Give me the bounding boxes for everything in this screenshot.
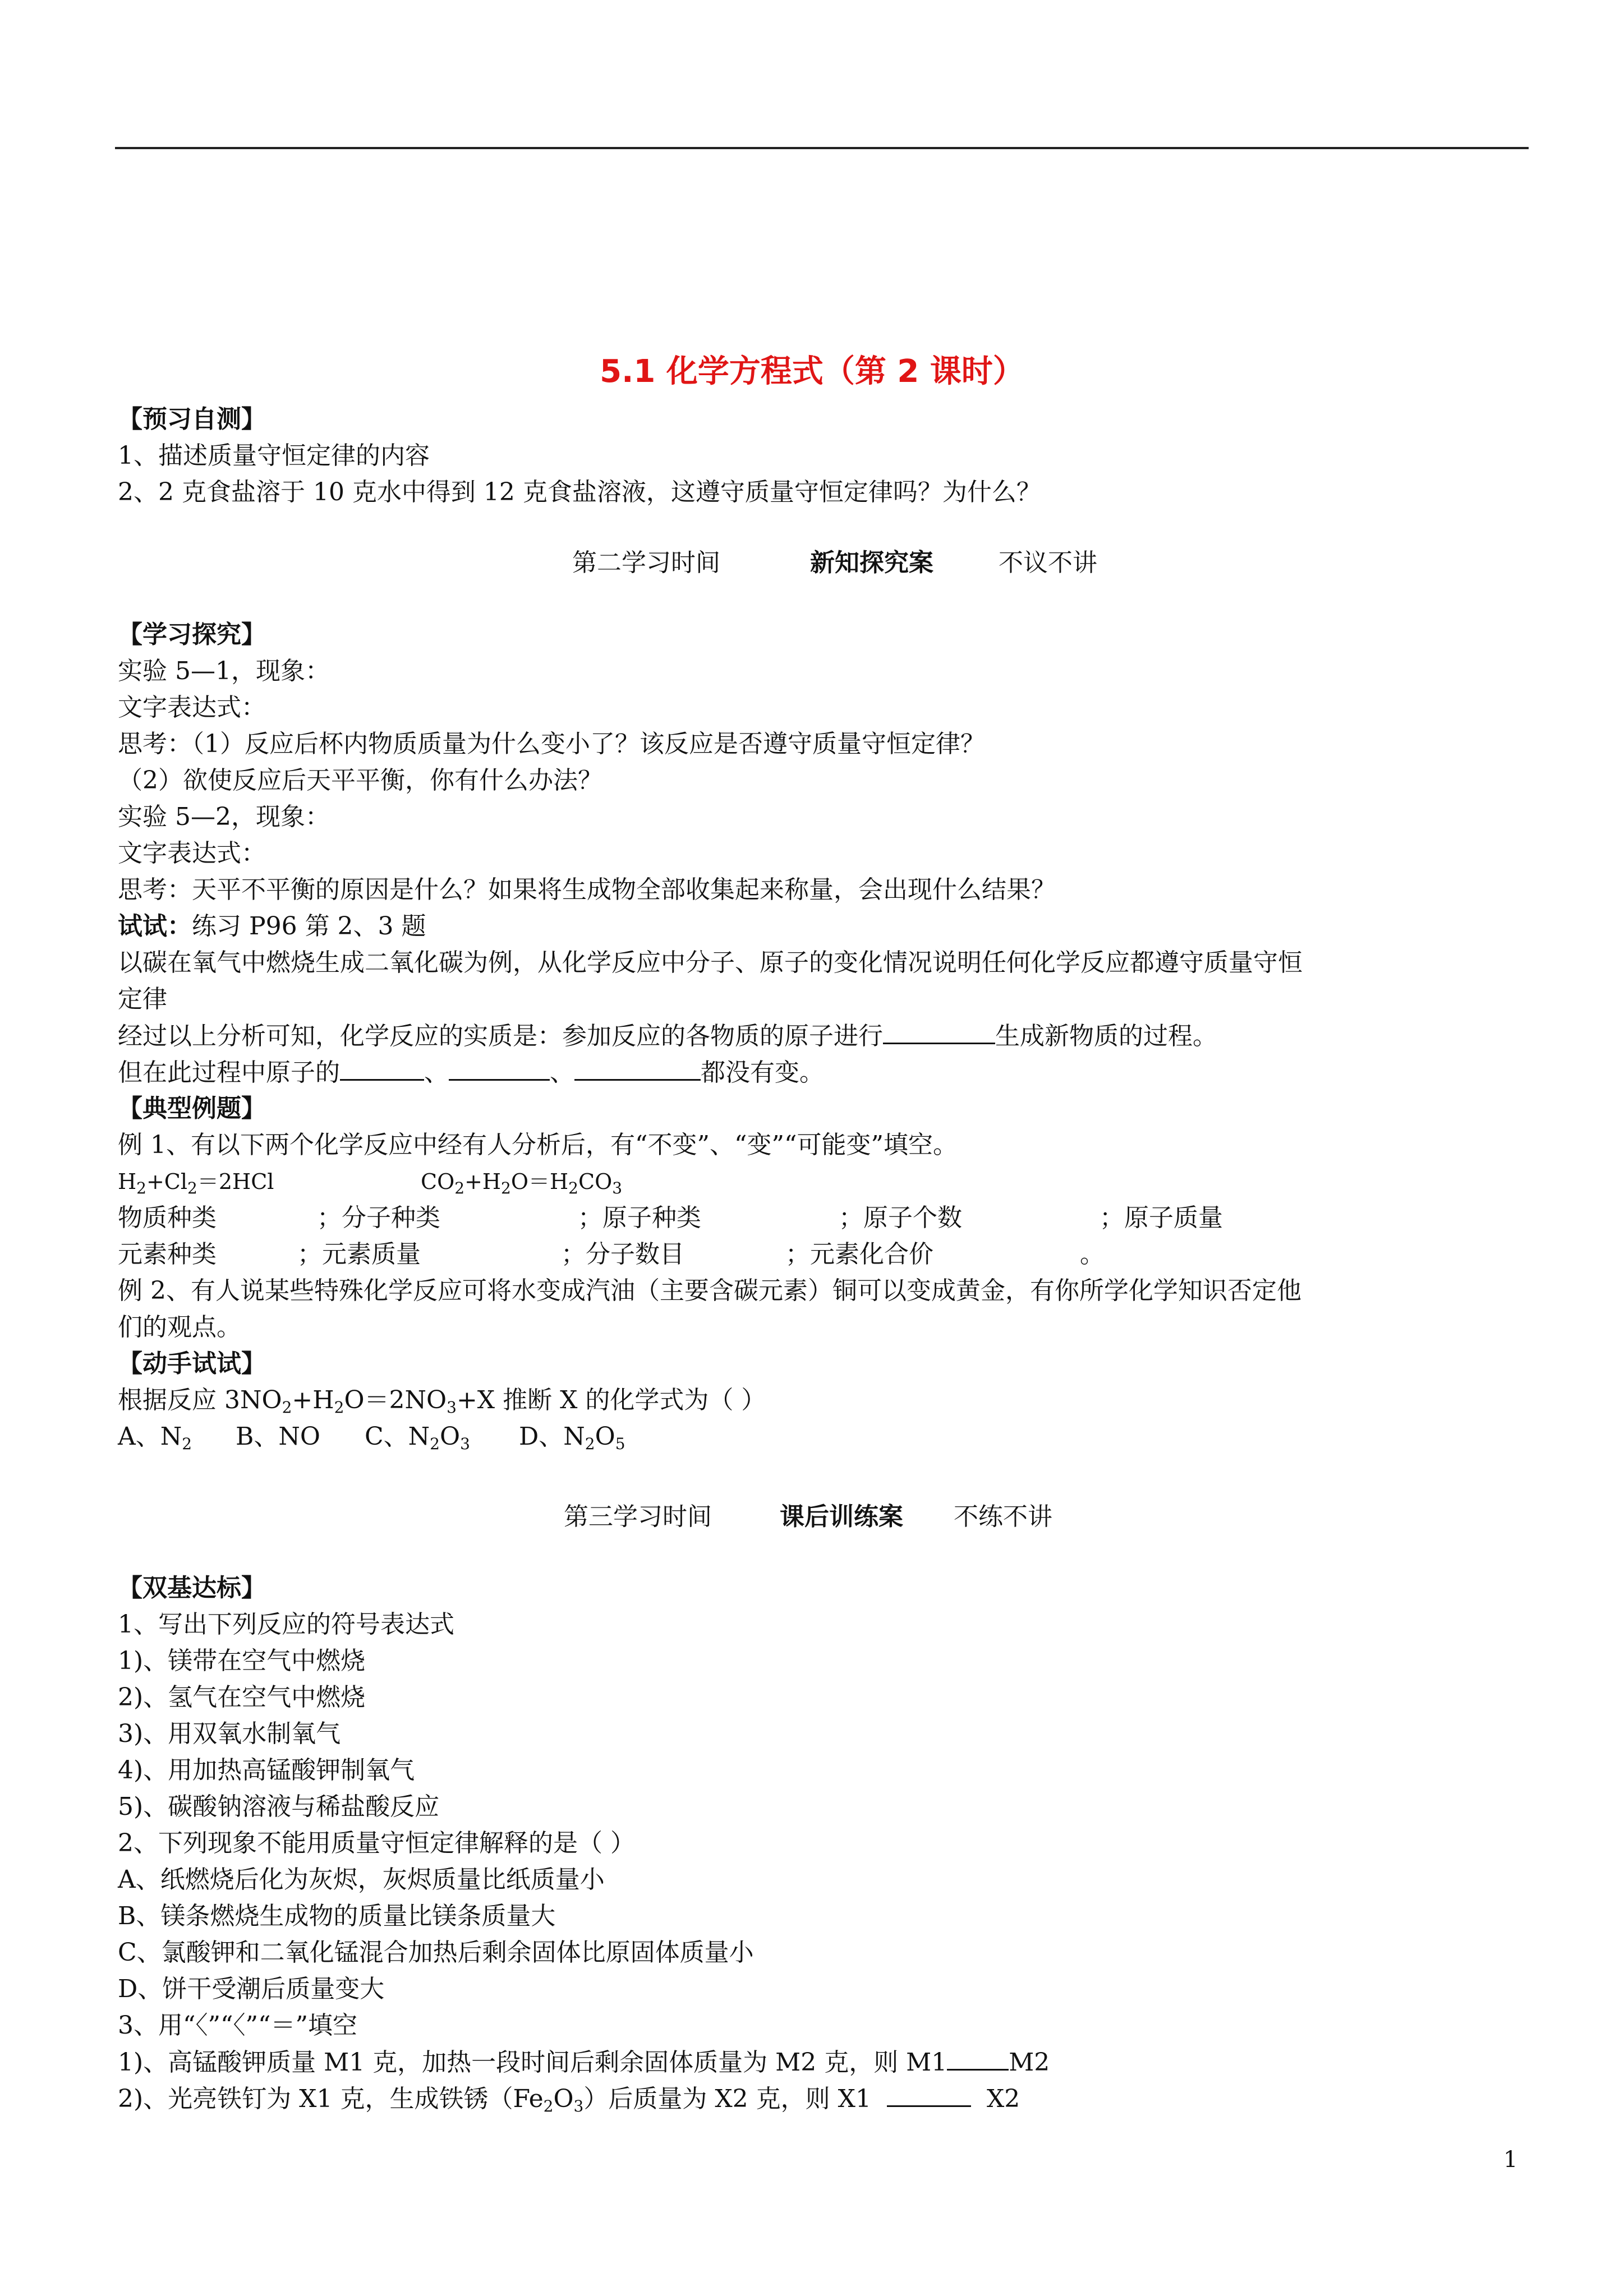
try-text: 练习 P96 第 2、3 题 [192, 912, 426, 940]
preview-q2: 2、2 克食盐溶于 10 克水中得到 12 克食盐溶液，这遵守质量守恒定律吗？为什么？ [118, 478, 1041, 506]
drill-sub: 1)、镁带在空气中燃烧 [118, 1647, 366, 1675]
fill-text: 都没有变。 [701, 1058, 824, 1087]
explore-line: 实验 5—2，现象： [118, 803, 330, 831]
equation-1: $H_2+Cl_2=2HCl$ [118, 1169, 274, 1197]
drill-q3: 3、用“〈”“〈”“＝”填空 [118, 2011, 357, 2040]
drill-q1: 1、写出下列反应的符号表达式 [118, 1610, 454, 1639]
drill-t1: 1)、高锰酸钾质量 M1 克，加热一段时间后剩余固体质量为 M2 克，则 M1 M2 [118, 2045, 1050, 2080]
session2-title: 新知探究案 [810, 548, 933, 577]
page-number: 1 [1503, 2147, 1518, 2173]
drill-option-a: A、纸燃烧后化为灰烬，灰烬质量比纸质量小 [118, 1865, 605, 1894]
option-c[interactable]: C、$N_2O_3$ [365, 1422, 470, 1453]
example-2: 例 2、有人说某些特殊化学反应可将水变成汽油（主要含碳元素）铜可以变成黄金，有你所学化学知识否定他 [118, 1276, 1301, 1305]
fill-blank[interactable] [883, 1019, 995, 1044]
session3-note: 不练不讲 [954, 1502, 1052, 1531]
explore-fill-line [118, 1055, 824, 1090]
fill-text: 生成新物质的过程。 [995, 1022, 1217, 1050]
fill-blank[interactable] [887, 2082, 971, 2107]
fill-text: 、 [550, 1058, 574, 1087]
explore-line: 思考：天平不平衡的原因是什么？如果将生成物全部收集起来称量，会出现什么结果？ [118, 875, 1056, 904]
explore-line: 实验 5—1，现象： [118, 657, 330, 685]
fill-blank[interactable] [449, 1055, 550, 1081]
practice-heading: 【动手试试】 [118, 1349, 266, 1378]
explore-line: （2）欲使反应后天平平衡，你有什么办法？ [118, 766, 602, 795]
preview-heading: 【预习自测】 [118, 405, 266, 434]
preview-q1: 1、描述质量守恒定律的内容 [118, 441, 430, 470]
explore-line: 文字表达式： [118, 693, 266, 722]
drill-option-d: D、饼干受潮后质量变大 [118, 1975, 385, 2003]
example-1: 例 1、有以下两个化学反应中经有人分析后，有“不变”、“变”“可能变”填空。 [118, 1131, 958, 1159]
drill-sub: 2)、氢气在空气中燃烧 [118, 1683, 366, 1712]
drill-sub: 4)、用加热高锰酸钾制氧气 [118, 1756, 415, 1785]
practice-options [118, 1420, 625, 1454]
explore-line: 以碳在氧气中燃烧生成二氧化碳为例，从化学反应中分子、原子的变化情况说明任何化学反应都遵守质量守恒 [118, 948, 1303, 977]
practice-question: 根据反应 $3NO_2+H_2O=2NO_3+X$ 推断 X 的化学式为（ ） [118, 1386, 766, 1417]
example-2-cont: 们的观点。 [118, 1313, 241, 1341]
option-d[interactable]: D、$N_2O_5$ [519, 1422, 625, 1453]
example-row-1: 物质种类 ；分子种类 ；原子种类 ；原子个数 ；原子质量 [118, 1204, 1223, 1232]
explore-line: 定律 [118, 985, 167, 1013]
fill-blank[interactable] [340, 1055, 424, 1081]
session3-label: 第三学习时间 [564, 1502, 712, 1531]
drill-sub: 3)、用双氧水制氧气 [118, 1719, 341, 1748]
drill-option-b: B、镁条燃烧生成物的质量比镁条质量大 [118, 1902, 556, 1930]
explore-fill-line [118, 1019, 1217, 1053]
examples-heading: 【典型例题】 [118, 1094, 266, 1123]
session2-label: 第二学习时间 [572, 548, 720, 577]
session2-note: 不议不讲 [999, 548, 1097, 577]
option-a[interactable]: A、$N_2$ [118, 1422, 192, 1453]
equation-2: $CO_2+H_2O=H_2CO_3$ [421, 1169, 623, 1197]
fill-text: 经过以上分析可知，化学反应的实质是：参加反应的各物质的原子进行 [118, 1022, 883, 1050]
explore-line: 文字表达式： [118, 839, 266, 868]
drill-sub: 5)、碳酸钠溶液与稀盐酸反应 [118, 1792, 440, 1821]
explore-heading: 【学习探究】 [118, 620, 266, 649]
page-title: 5.1 化学方程式（第 2 课时） [600, 353, 1024, 390]
explore-try-line [118, 910, 426, 943]
drill-q2: 2、下列现象不能用质量守恒定律解释的是（ ） [118, 1829, 635, 1857]
drill-option-c: C、氯酸钾和二氧化锰混合加热后剩余固体比原固体质量小 [118, 1938, 754, 1967]
fill-blank[interactable] [574, 1055, 701, 1081]
explore-line: 思考：（1）反应后杯内物质质量为什么变小了？该反应是否遵守质量守恒定律？ [118, 730, 985, 758]
drill-heading: 【双基达标】 [118, 1574, 266, 1602]
option-b[interactable]: B、NO [236, 1422, 320, 1451]
try-label: 试试： [118, 912, 192, 940]
fill-text: 、 [424, 1058, 449, 1087]
session3-title: 课后训练案 [780, 1502, 903, 1531]
example-row-2: 元素种类 ；元素质量 ；分子数目 ；元素化合价 。 [118, 1240, 1105, 1269]
drill-t2: 2)、光亮铁钉为 X1 克，生成铁锈$(Fe_2O_3)$后质量为 X2 克，则 X1 X2 [118, 2082, 1020, 2116]
fill-text: 但在此过程中原子的 [118, 1058, 340, 1087]
header-rule [115, 147, 1529, 149]
fill-blank[interactable] [947, 2045, 1009, 2071]
